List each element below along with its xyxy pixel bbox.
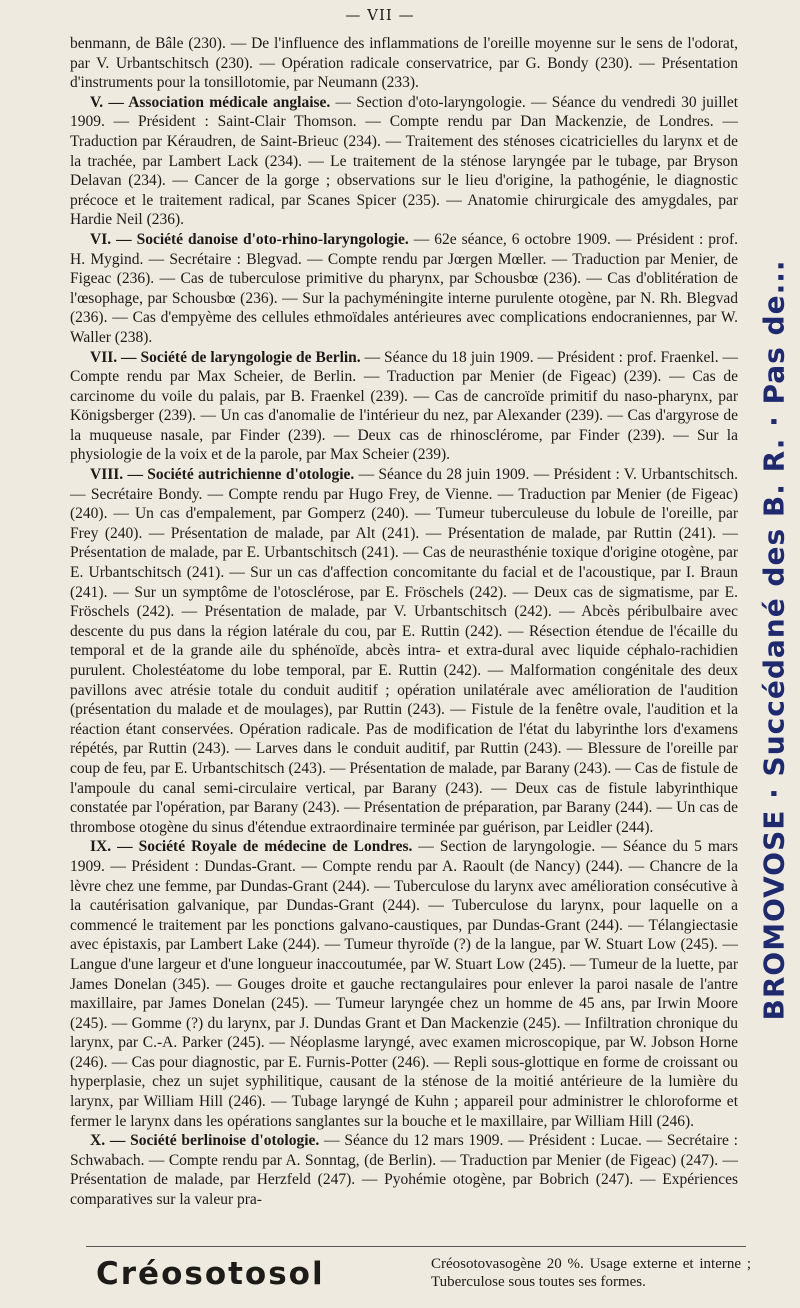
paragraph bbox=[70, 1131, 738, 1209]
paragraph bbox=[70, 230, 738, 348]
paragraph bbox=[70, 837, 738, 1131]
paragraph-text: benmann, de Bâle (230). — De l'influence des inflammations de l'oreille moyenne sur le sens de l'odorat, par V. Urbantschitsch (230). — Opération radicale conservatrice, par G. Bondy (230). — Présentation d'instruments pour la tonsillotomie, par Neumann (233). bbox=[70, 35, 738, 92]
section-heading: VIII. — Société autrichienne d'otologie. bbox=[90, 466, 355, 484]
paragraph-text: — Séance du 28 juin 1909. — Président : V. Urbantschitsch. — Secrétaire Bondy. — Compte rendu par Hugo Frey, de Vienne. — Traduction par Menier (de Figeac) (240). — Un cas d'empalement, par Gomperz (240). — Tumeur tuberculeuse du lobule de l'oreille, par Frey (240). — Présentation de malade, par Alt (241). — Présentation de malade, par Ruttin (241). — Présentation de malade, par E. Urbantschitsch (241). — Cas de neurasthénie toxique d'origine otogène, par E. Urbantschitsch (241). — Sur un cas d'affection concomitante du facial et de l'acoustique, par I. Braun (241). — Sur un symptôme de l'otosclérose, par E. Fröschels (242). — Deux cas de sigmatisme, par E. Fröschels (242). — Présentation de malade, par V. Urbantschitsch (242). — Abcès péribulbaire avec descente du pus dans la région latérale du cou, par E. Ruttin (242). — Résection étendue de l'écaille du temporal et de la grande aile du sphénoïde, abcès intra- et extra-dural avec liquide céphalo-rachidien purulent. Cholestéatome du lobe temporal, par E. Ruttin (242). — Malformation congénitale des deux pavillons avec atrésie totale du conduit auditif ; opération unilatérale avec amélioration de l'audition (présentation du malade et de moulages), par Ruttin (243). — Fistule de la fenêtre ovale, l'audition et la réaction étant conservées. Opération radicale. Pas de modification de l'état du labyrinthe lors d'examens répétés, par Ruttin (243). — Larves dans le conduit auditif, par Ruttin (243). — Blessure de l'oreille par coup de feu, par E. Urbantschitsch (243). — Présentation de malade, par Barany (243). — Cas de fistule de l'ampoule du canal semi-circulaire vertical, par Barany (243). — Deux cas de fistule labyrinthique constatée par l'opération, par Barany (243). — Présentation de préparation, par Barany (244). — Un cas de thrombose otogène du sinus d'étendue extraordinaire terminée par guérison, par Leidler (244). bbox=[70, 466, 739, 836]
section-heading: VI. — Société danoise d'oto-rhino-laryngologie. bbox=[90, 230, 409, 248]
advert-brand: Créosotosol bbox=[96, 1256, 325, 1292]
advertisement bbox=[86, 1252, 756, 1298]
divider bbox=[86, 1246, 746, 1247]
paragraph-text: — Séance du 12 mars 1909. — Président : Lucae. — Secrétaire : Schwabach. — Compte rendu par A. Sonntag, (de Berlin). — Traduction par Menier (de Figeac) (247). — Présentation de malade, par Herzfeld (247). — Pyohémie otogène, par Bobrich (247). — Expériences comparatives sur la valeur pra- bbox=[70, 1132, 738, 1209]
paragraph bbox=[70, 34, 738, 93]
page-number: — VII — bbox=[345, 6, 415, 24]
section-heading: IX. — Société Royale de médecine de Londres. bbox=[90, 838, 413, 856]
body-text bbox=[70, 34, 738, 1210]
paragraph-text: — Section d'oto-laryngologie. — Séance du vendredi 30 juillet 1909. — Président : Saint-Clair Thomson. — Compte rendu par Dan Mackenzie, de Londres. — Traduction par Kéraudren, de Saint-Brieuc (234). — Traitement des sténoses cicatricielles du larynx et de la trachée, par Lambert Lack (234). — Le traitement de la sténose laryngée par le tubage, par Bryson Delavan (234). — Cancer de la gorge ; observations sur le lieu d'origine, la pathogénie, le diagnostic précoce et le traitement radical, par Scanes Spicer (235). — Anatomie chirurgicale des amygdales, par Hardie Neil (236). bbox=[70, 93, 738, 229]
paragraph-text: — Section de laryngologie. — Séance du 5 mars 1909. — Président : Dundas-Grant. — Compte rendu par A. Raoult (de Nancy) (244). — Chancre de la lèvre chez une femme, par Dundas-Grant (244). — Tuberculose du larynx avec amélioration consécutive à la cautérisation galvanique, par Dundas-Grant (244). — Tuberculose du larynx, pour laquelle on a commencé le traitement par les ponctions galvano-caustiques, par Dundas-Grant (244). — Télangiectasie avec épistaxis, par Lambert Lake (244). — Tumeur thyroïde (?) de la langue, par W. Stuart Low (245). — Langue d'une largeur et d'une longueur inaccoutumée, par W. Stuart Low (245). — Tumeur de la luette, par James Donelan (345). — Gouges droite et gauche rectangulaires pour enlever la paroi nasale de l'antre maxillaire, par James Donelan (245). — Tumeur laryngée chez un homme de 45 ans, par Irwin Moore (245). — Gomme (?) du larynx, par J. Dundas Grant et Dan Mackenzie (245). — Infiltration chronique du larynx, par C.-A. Parker (245). — Néoplasme laryngé, avec examen microscopique, par W. Jobson Horne (246). — Cas pour diagnostic, par E. Furnis-Potter (246). — Repli sous-glottique en forme de croissant ou hyperplasie, chez un sujet syphilitique, causant de la sténose de la moitié antérieure de la lumière du larynx, par William Hill (246). — Tubage laryngé de Kuhn ; appareil pour administrer le chloroforme et fermer le larynx dans les opérations sanglantes sur la bouche et le maxillaire, par William Hill (246). bbox=[70, 838, 739, 1130]
paragraph-text: — Séance du 18 juin 1909. — Président : prof. Fraenkel. — Compte rendu par Max Scheier, de Berlin. — Traduction par Menier (de Figeac) (239). — Cas de carcinome du voile du palais, par B. Fraenkel (239). — Cas de cancroïde primitif du naso-pharynx, par Königsberger (239). — Un cas d'anomalie de l'intérieur du nez, par Alexander (239). — Cas d'argyrose de la muqueuse nasale, par Finder (239). — Deux cas de rhinosclérome, par Finder (239). — Sur la physiologie de la voix et de la parole, par Max Scheier (239). bbox=[70, 348, 738, 464]
paragraph-text: — 62e séance, 6 octobre 1909. — Président : prof. H. Mygind. — Secrétaire : Blegvad. — Compte rendu par Jœrgen Mœller. — Traduction par Menier, de Figeac (236). — Cas de tuberculose primitive du pharynx, par Schousbœ (236). — Cas d'oblitération de l'œsophage, par Schousbœ (236). — Sur la pachyméningite interne purulente otogène, par N. Rh. Blegvad (236). — Cas d'empyème des cellules ethmoïdales antérieures avec complications endocraniennes, par W. Waller (238). bbox=[70, 230, 738, 346]
section-heading: VII. — Société de laryngologie de Berlin. bbox=[90, 348, 361, 366]
paragraph bbox=[70, 93, 738, 230]
section-heading: X. — Société berlinoise d'otologie. bbox=[90, 1132, 320, 1150]
paragraph bbox=[70, 348, 738, 466]
advert-note: Créosotovasogène 20 %. Usage externe et interne ; Tuberculose sous toutes ses formes. bbox=[431, 1256, 751, 1290]
section-heading: V. — Association médicale anglaise. bbox=[90, 93, 331, 111]
paragraph bbox=[70, 465, 738, 837]
side-banner-text: BROMOVOSE · Succédané des B. R. · Pas de... bbox=[757, 259, 791, 1021]
side-banner bbox=[752, 40, 796, 1240]
